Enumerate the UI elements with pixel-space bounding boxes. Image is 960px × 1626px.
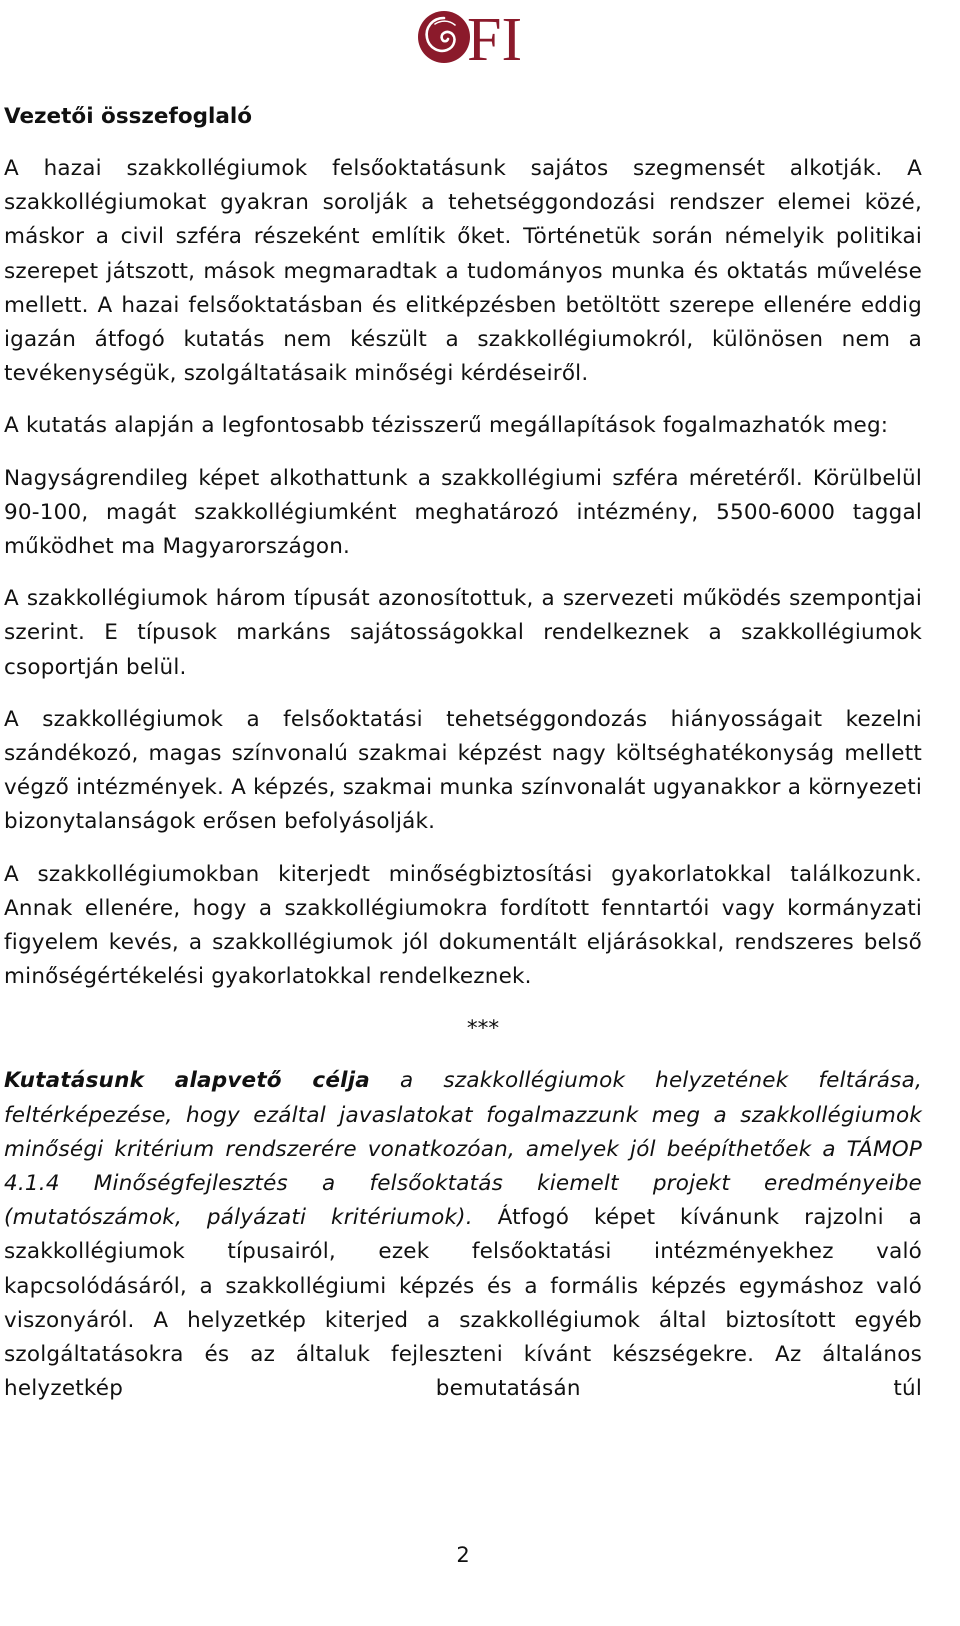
paragraph-assurance: A szakkollégiumokban kiterjedt minőségbiztosítási gyakorlatokkal találkozunk. Annak ellenére, hogy a szakkollégiumokra fordított fenntartói vagy kormányzati figyelem kevés, a szakkollégiumok jól dokumentált eljárásokkal, rendszeres belső minőségértékelési gyakorlatokkal rendelkeznek. xyxy=(4,861,922,990)
paragraph-quality: A szakkollégiumok a felsőoktatási tehetséggondozás hiányosságait kezelni szándékozó, magas színvonalú szakmai képzést nagy költséghatékonyság mellett végző intézmények. A képzés, szakmai munka színvonalát ugyanakkor a környezeti bizonytalanságok erősen befolyásolják. xyxy=(4,706,922,835)
goal-plain-text: Átfogó képet kívánunk rajzolni a szakkollégiumok típusairól, ezek felsőoktatási intézményekhez való kapcsolódásáról, a szakkollégiumi képzés és a formális képzés egymáshoz való viszonyáról. A helyzetkép kiterjed a szakkollégiumok által biztosított egyéb szolgáltatásokra és az általuk fejleszteni kívánt készségekre. Az általános helyzetkép bemutatásán túl xyxy=(4,1205,922,1402)
section-separator: *** xyxy=(466,1016,500,1042)
paragraph-types: A szakkollégiumok három típusát azonosítottuk, a szervezeti működés szempontjai szerint. E típusok markáns sajátosságokkal rendelkeznek a szakkollégiumok csoportján belül. xyxy=(4,586,922,680)
paragraph-research-goal xyxy=(4,1064,922,1406)
ofi-logo xyxy=(0,4,960,70)
paragraph-size: Nagyságrendileg képet alkothattunk a szakkollégiumi szféra méretéről. Körülbelül 90-100, magát szakkollégiumként meghatározó intézmény, 5500-6000 taggal működhet ma Magyarországon. xyxy=(4,465,922,560)
page-number: 2 xyxy=(456,1543,470,1567)
paragraph-findings-lead: A kutatás alapján a legfontosabb tézisszerű megállapítások fogalmazhatók meg: xyxy=(4,413,889,439)
goal-emphasis: Kutatásunk alapvető célja xyxy=(4,1068,371,1094)
document-body xyxy=(4,100,922,1407)
paragraph-intro: A hazai szakkollégiumok felsőoktatásunk sajátos szegmensét alkotják. A szakkollégiumokat gyakran sorolják a tehetséggondozási rendszer elemei közé, máskor a civil szféra részeként említik őket. Történetük során némelyik politikai szerepet játszott, mások megmaradtak a tudományos munka és oktatás művelése mellett. A hazai felsőoktatásban és elitképzésben betöltött szerepe ellenére eddig igazán átfogó kutatás nem készült a szakkollégiumokról, különösen nem a tevékenységük, szolgáltatásaik minőségi kérdéseiről. xyxy=(4,156,922,387)
section-heading: Vezetői összefoglaló xyxy=(4,104,253,129)
goal-italic-text: a szakkollégiumok helyzetének feltárása, feltérképezése, hogy ezáltal javaslatokat fogalmazzunk meg a szakkollégiumok minőségi kritérium rendszerére vonatkozóan, amelyek jól beépíthetőek a TÁMOP 4.1.4 Minőségfejlesztés a felsőoktatás kiemelt projekt eredményeibe (mutatószámok, pályázati kritériumok). xyxy=(4,1068,922,1231)
ofi-logo-mark xyxy=(415,6,545,68)
svg-text:FI: FI xyxy=(467,6,523,68)
